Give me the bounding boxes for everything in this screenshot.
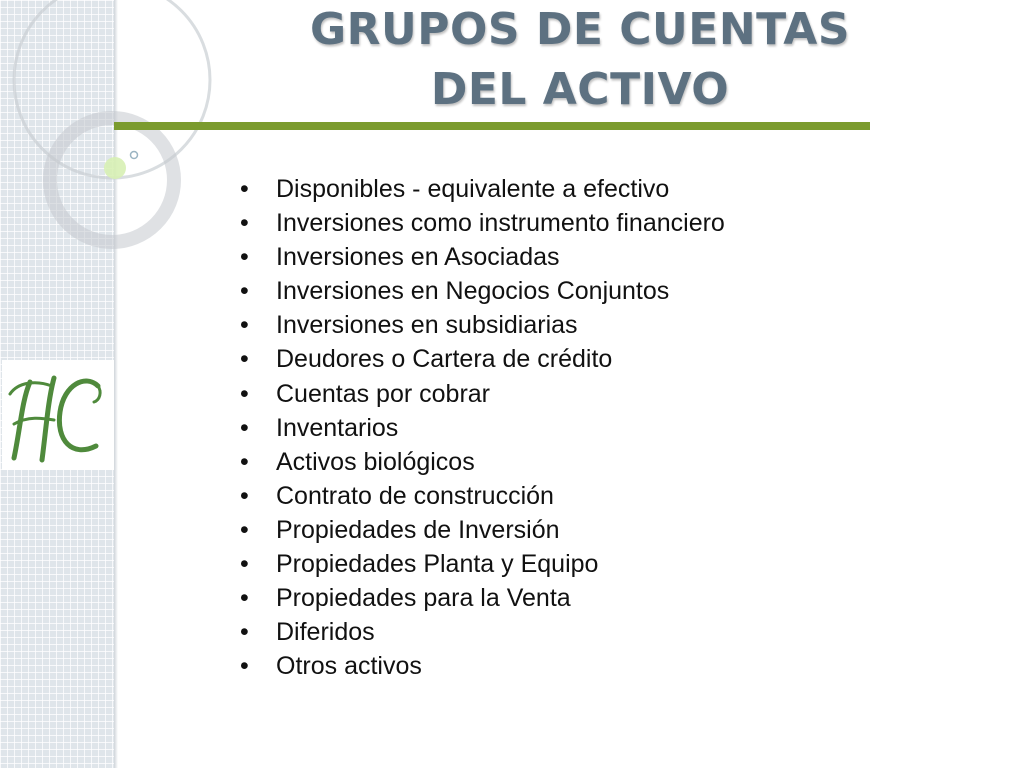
hc-monogram-logo xyxy=(2,360,114,470)
small-ring-decoration xyxy=(131,152,138,159)
list-item-text: Inversiones en subsidiarias xyxy=(276,311,578,340)
list-item xyxy=(240,377,725,411)
list-item-text: Inversiones en Negocios Conjuntos xyxy=(276,277,670,306)
list-item-text: Propiedades de Inversión xyxy=(276,515,560,544)
list-item xyxy=(240,581,725,615)
bullet-glyph: • xyxy=(240,209,249,238)
list-item xyxy=(240,445,725,479)
list-item xyxy=(240,240,725,274)
outer-ring-decoration xyxy=(14,0,210,178)
list-item xyxy=(240,411,725,445)
list-item-text: Propiedades Planta y Equipo xyxy=(276,550,599,579)
title-line-2: DEL ACTIVO xyxy=(430,64,730,115)
bullet-glyph: • xyxy=(240,618,249,647)
bullet-glyph: • xyxy=(240,379,249,408)
bullet-glyph: • xyxy=(240,277,249,306)
list-item xyxy=(240,479,725,513)
title-line-1: GRUPOS DE CUENTAS xyxy=(309,4,851,55)
list-item xyxy=(240,308,725,342)
list-item xyxy=(240,513,725,547)
list-item-text: Inversiones como instrumento financiero xyxy=(276,209,725,238)
bullet-glyph: • xyxy=(240,584,249,613)
bullet-glyph: • xyxy=(240,175,249,203)
list-item xyxy=(240,547,725,581)
bullet-glyph: • xyxy=(240,345,249,374)
list-item xyxy=(240,342,725,376)
list-item-text: Inventarios xyxy=(276,413,399,442)
list-item-text: Diferidos xyxy=(276,618,375,647)
bullet-glyph: • xyxy=(240,243,249,272)
list-item xyxy=(240,274,725,308)
hc-logo-icon xyxy=(2,360,114,470)
green-dot-decoration xyxy=(104,157,126,179)
list-item-text: Inversiones en Asociadas xyxy=(276,243,560,272)
list-item-text: Otros activos xyxy=(276,652,422,681)
list-item xyxy=(240,206,725,240)
list-item xyxy=(240,649,725,683)
bullet-glyph: • xyxy=(240,652,249,681)
slide-title xyxy=(240,0,920,120)
list-item xyxy=(240,615,725,649)
list-item-text: Propiedades para la Venta xyxy=(276,584,571,613)
decorative-rings xyxy=(0,0,240,260)
inner-ring-decoration xyxy=(50,118,174,242)
list-item xyxy=(240,172,725,206)
bullet-glyph: • xyxy=(240,481,249,510)
list-item-text: Contrato de construcción xyxy=(276,481,554,510)
list-item-text: Cuentas por cobrar xyxy=(276,379,491,408)
bullet-glyph: • xyxy=(240,515,249,544)
account-group-list xyxy=(240,172,725,683)
bullet-glyph: • xyxy=(240,311,249,340)
bullet-glyph: • xyxy=(240,447,249,476)
list-item-text: Deudores o Cartera de crédito xyxy=(276,345,613,374)
bullet-glyph: • xyxy=(240,413,249,442)
bullet-glyph: • xyxy=(240,550,249,579)
list-item-text: Activos biológicos xyxy=(276,447,475,476)
title-underline xyxy=(114,122,870,130)
list-item-text: Disponibles - equivalente a efectivo xyxy=(276,175,670,203)
